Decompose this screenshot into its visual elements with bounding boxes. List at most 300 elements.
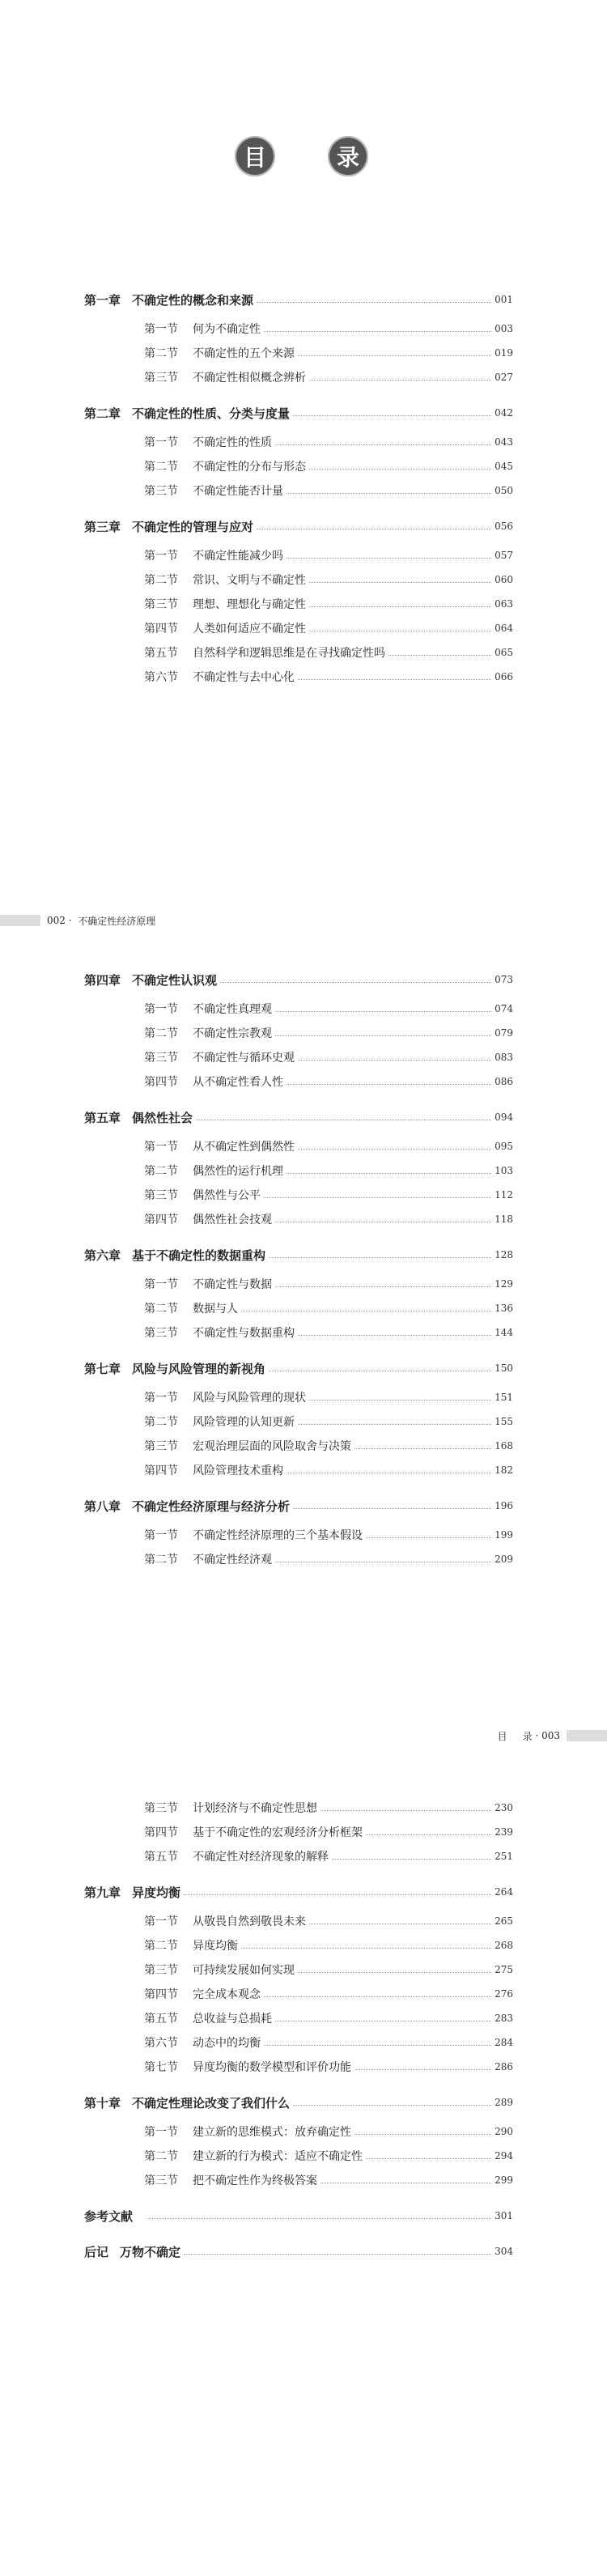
leader-dots <box>298 1149 491 1150</box>
entry-title: 建立新的思维模式：放弃确定性 <box>193 2126 351 2139</box>
entry-number: 第三节 <box>144 1052 178 1065</box>
toc-chapter-entry[interactable] <box>84 1494 513 1518</box>
leader-dots <box>264 1996 491 1997</box>
toc-section-entry[interactable] <box>144 1045 513 1069</box>
entry-title: 不确定性的五个来源 <box>193 347 295 360</box>
entry-title: 不确定性对经济现象的解释 <box>193 1851 329 1864</box>
entry-label <box>144 1300 241 1316</box>
header-bar <box>567 1730 607 1741</box>
toc-page-1 <box>84 287 513 689</box>
leader-dots <box>287 1084 491 1085</box>
leader-dots <box>354 2134 491 2135</box>
toc-section-entry[interactable] <box>144 2144 513 2168</box>
entry-label <box>144 1163 287 1179</box>
toc-section-entry[interactable] <box>144 430 513 454</box>
entry-number: 第五章 <box>84 1110 121 1125</box>
entry-title: 建立新的行为模式：适应不确定性 <box>193 2150 363 2163</box>
entry-number: 第七节 <box>144 2061 178 2074</box>
entry-title: 万物不确定 <box>120 2244 181 2259</box>
entry-page-number: 239 <box>491 1826 513 1838</box>
entry-page-number: 299 <box>491 2174 513 2186</box>
entry-title: 不确定性的性质 <box>193 436 272 449</box>
entry-number: 第九章 <box>84 1885 121 1900</box>
header-char-1: 目 <box>497 1730 507 1742</box>
entry-number: 第二节 <box>144 2150 178 2163</box>
entry-title: 不确定性相似概念辨析 <box>193 372 306 385</box>
entry-label <box>84 1360 269 1377</box>
entry-page-number: 063 <box>491 598 513 610</box>
entry-title: 不确定性经济原理的三个基本假设 <box>193 1529 363 1542</box>
toc-section-entry[interactable] <box>144 341 513 365</box>
toc-section-entry[interactable] <box>144 365 513 389</box>
leader-dots <box>293 415 491 416</box>
entry-page-number: 060 <box>491 574 513 585</box>
entry-label <box>144 2034 264 2051</box>
entry-number: 第三节 <box>144 1327 178 1340</box>
entry-number: 第四节 <box>144 1076 178 1089</box>
leader-dots <box>184 1894 491 1895</box>
entry-title: 从敬畏自然到敬畏未来 <box>193 1915 306 1928</box>
entry-label <box>144 1276 275 1292</box>
entry-number: 第八章 <box>84 1498 121 1514</box>
header-separator: · <box>68 915 72 926</box>
entry-label <box>144 1824 366 1840</box>
entry-page-number: 264 <box>491 1886 513 1898</box>
header-bar <box>0 915 40 926</box>
entry-number: 后记 <box>84 2244 109 2259</box>
leader-dots <box>184 2254 491 2255</box>
entry-page-number: 276 <box>491 1988 513 2000</box>
entry-label <box>144 321 264 337</box>
entry-label <box>84 291 257 308</box>
entry-title: 基于不确定性的数据重构 <box>132 1248 266 1263</box>
toc-section-entry[interactable] <box>144 317 513 341</box>
entry-number: 第三节 <box>144 2174 178 2187</box>
entry-label <box>144 458 309 474</box>
entry-page-number: 074 <box>491 1003 513 1014</box>
entry-title: 异度均衡 <box>193 1940 238 1953</box>
entry-number: 第四节 <box>144 1464 178 1477</box>
entry-page-number: 168 <box>491 1440 513 1452</box>
entry-number: 第二节 <box>144 1303 178 1316</box>
leader-dots <box>264 2045 491 2046</box>
entry-title: 动态中的均衡 <box>193 2037 261 2050</box>
entry-title: 偶然性社会技观 <box>193 1214 272 1226</box>
entry-title: 何为不确定性 <box>193 323 261 336</box>
entry-number: 第二章 <box>84 406 121 421</box>
entry-label <box>84 1498 293 1515</box>
entry-number: 第三节 <box>144 598 178 611</box>
entry-label <box>84 2094 293 2111</box>
leader-dots <box>264 1197 491 1198</box>
entry-number: 第四节 <box>144 1988 178 2001</box>
entry-number: 第四节 <box>144 1826 178 1839</box>
entry-label <box>144 2010 275 2026</box>
entry-title: 风险与风险管理的现状 <box>193 1392 306 1405</box>
entry-number: 第一节 <box>144 1003 178 1016</box>
entry-number: 第二节 <box>144 1416 178 1429</box>
entry-page-number: 118 <box>491 1214 513 1225</box>
entry-page-number: 073 <box>491 974 513 985</box>
entry-title: 不确定性真理观 <box>193 1003 272 1016</box>
entry-page-number: 056 <box>491 521 513 532</box>
entry-title: 从不确定性到偶然性 <box>193 1141 295 1154</box>
entry-label <box>144 1913 309 1929</box>
toc-section-entry[interactable] <box>144 1207 513 1231</box>
leader-dots <box>264 331 491 332</box>
header-book-title: 不确定性经济原理 <box>78 915 156 927</box>
entry-title: 不确定性能减少吗 <box>193 550 283 563</box>
toc-chapter-entry[interactable] <box>84 2204 513 2228</box>
toc-page-2 <box>84 967 513 1571</box>
entry-title: 风险管理技术重构 <box>193 1464 283 1477</box>
entry-label <box>144 1986 264 2002</box>
toc-chapter-entry[interactable] <box>84 1356 513 1380</box>
toc-chapter-entry[interactable] <box>84 967 513 992</box>
entry-title: 偶然性的运行机理 <box>193 1165 283 1178</box>
entry-label <box>144 1025 275 1041</box>
entry-page-number: 275 <box>491 1964 513 1975</box>
entry-number: 第二节 <box>144 1554 178 1566</box>
entry-label <box>144 669 298 685</box>
entry-page-number: 057 <box>491 550 513 561</box>
leader-dots <box>257 302 491 303</box>
entry-page-number: 265 <box>491 1915 513 1927</box>
entry-page-number: 043 <box>491 436 513 448</box>
toc-section-entry[interactable] <box>144 2119 513 2144</box>
entry-title: 不确定性能否计量 <box>193 485 283 498</box>
entry-label <box>144 482 287 499</box>
entry-number: 第五节 <box>144 2013 178 2026</box>
leader-dots <box>241 1948 491 1949</box>
toc-section-entry[interactable] <box>144 1909 513 1933</box>
entry-page-number: 086 <box>491 1076 513 1087</box>
entry-page-number: 290 <box>491 2126 513 2137</box>
toc-chapter-entry[interactable] <box>84 401 513 425</box>
toc-section-entry[interactable] <box>144 1982 513 2006</box>
toc-section-entry[interactable] <box>144 2030 513 2055</box>
entry-label <box>144 1848 332 1864</box>
entry-title: 人类如何适应不确定性 <box>193 623 306 635</box>
entry-number: 第四章 <box>84 972 121 988</box>
entry-page-number: 150 <box>491 1362 513 1374</box>
leader-dots <box>293 2105 491 2106</box>
toc-section-entry[interactable] <box>144 592 513 616</box>
toc-section-entry[interactable] <box>144 1458 513 1482</box>
toc-chapter-entry[interactable] <box>84 287 513 312</box>
toc-section-entry[interactable] <box>144 1434 513 1458</box>
toc-section-entry[interactable] <box>144 1820 513 1844</box>
entry-title: 异度均衡 <box>132 1885 181 1900</box>
leader-dots <box>287 558 491 559</box>
entry-title: 不确定性经济观 <box>193 1554 272 1566</box>
entry-title: 常识、文明与不确定性 <box>193 574 306 587</box>
toc-section-entry[interactable] <box>144 2168 513 2192</box>
toc-chapter-entry[interactable] <box>84 1243 513 1267</box>
toc-section-entry[interactable] <box>144 665 513 689</box>
toc-section-entry[interactable] <box>144 1069 513 1094</box>
leader-dots <box>366 1834 491 1835</box>
entry-number: 第三节 <box>144 1964 178 1977</box>
toc-section-entry[interactable] <box>144 1183 513 1207</box>
header-separator: · <box>535 1730 539 1741</box>
toc-section-entry[interactable] <box>144 567 513 592</box>
entry-title: 把不确定性作为终极答案 <box>193 2174 317 2187</box>
leader-dots <box>275 444 491 445</box>
entry-page-number: 251 <box>491 1851 513 1862</box>
entry-number: 第一节 <box>144 1278 178 1291</box>
entry-page-number: 289 <box>491 2097 513 2108</box>
entry-page-number: 001 <box>491 294 513 305</box>
entry-label <box>144 1800 320 1816</box>
toc-section-entry[interactable] <box>144 1547 513 1571</box>
entry-label <box>144 547 287 563</box>
entry-label <box>144 572 309 588</box>
header-page-number: 002 <box>47 915 66 926</box>
toc-title <box>0 136 607 185</box>
entry-label <box>84 518 257 535</box>
toc-section-entry[interactable] <box>144 1158 513 1183</box>
leader-dots <box>388 655 491 656</box>
entry-label <box>144 1001 275 1017</box>
entry-title: 偶然性社会 <box>132 1110 193 1125</box>
toc-section-entry[interactable] <box>144 1134 513 1158</box>
entry-number: 第一节 <box>144 2126 178 2139</box>
entry-page-number: 027 <box>491 372 513 383</box>
entry-page-number: 283 <box>491 2013 513 2024</box>
entry-label <box>144 1962 298 1978</box>
entry-number: 第三章 <box>84 519 121 534</box>
entry-number: 第六章 <box>84 1248 121 1263</box>
entry-label <box>144 644 388 661</box>
entry-page-number: 199 <box>491 1529 513 1541</box>
entry-number: 第二节 <box>144 461 178 474</box>
entry-title: 风险与风险管理的新视角 <box>132 1361 266 1376</box>
entry-number: 第一节 <box>144 550 178 563</box>
entry-page-number: 112 <box>491 1189 513 1201</box>
entry-title: 基于不确定性的宏观经济分析框架 <box>193 1826 363 1839</box>
entry-title: 不确定性的概念和来源 <box>132 292 254 308</box>
entry-title: 不确定性与循环史观 <box>193 1052 295 1065</box>
entry-title: 风险管理的认知更新 <box>193 1416 295 1429</box>
toc-section-entry[interactable] <box>144 1523 513 1547</box>
toc-section-entry[interactable] <box>144 454 513 478</box>
entry-title: 不确定性理论改变了我们什么 <box>132 2095 291 2111</box>
entry-label <box>84 405 293 422</box>
entry-label <box>144 1324 298 1341</box>
title-char-2: 录 <box>328 136 368 176</box>
entry-page-number: 128 <box>491 1249 513 1260</box>
entry-number: 第三节 <box>144 1440 178 1453</box>
entry-title: 不确定性经济原理与经济分析 <box>132 1498 291 1514</box>
leader-dots <box>366 1537 491 1538</box>
entry-page-number: 064 <box>491 623 513 634</box>
leader-dots <box>309 1923 491 1924</box>
toc-chapter-entry[interactable] <box>84 1105 513 1129</box>
leader-dots <box>366 2158 491 2159</box>
leader-dots <box>309 582 491 583</box>
entry-page-number: 079 <box>491 1027 513 1039</box>
toc-section-entry[interactable] <box>144 997 513 1021</box>
header-char-2: 录 <box>522 1730 533 1742</box>
entry-title: 可持续发展如何实现 <box>193 1964 295 1977</box>
entry-page-number: 294 <box>491 2150 513 2162</box>
entry-label <box>84 971 220 988</box>
entry-title: 不确定性与去中心化 <box>193 671 295 684</box>
entry-number: 第二节 <box>144 347 178 360</box>
entry-page-number: 083 <box>491 1052 513 1063</box>
toc-section-entry[interactable] <box>144 543 513 567</box>
entry-number: 第四节 <box>144 623 178 635</box>
leader-dots <box>287 1173 491 1174</box>
entry-title: 不确定性与数据重构 <box>193 1327 295 1340</box>
entry-number: 第三节 <box>144 372 178 385</box>
entry-number: 第三节 <box>144 1189 178 1202</box>
entry-number: 第一节 <box>144 323 178 336</box>
leader-dots <box>298 355 491 356</box>
leader-dots <box>287 493 491 494</box>
entry-number: 第五节 <box>144 1851 178 1864</box>
entry-page-number: 268 <box>491 1940 513 1951</box>
toc-section-entry[interactable] <box>144 1021 513 1045</box>
leader-dots <box>147 2218 491 2219</box>
entry-page-number: 065 <box>491 647 513 658</box>
leader-dots <box>320 1810 491 1811</box>
entry-number: 第一节 <box>144 1529 178 1542</box>
entry-label <box>144 1527 366 1543</box>
leader-dots <box>354 2069 491 2070</box>
entry-label <box>144 1389 309 1405</box>
entry-page-number: 066 <box>491 671 513 682</box>
entry-label <box>144 2123 354 2140</box>
running-header-left <box>0 915 219 926</box>
entry-page-number: 095 <box>491 1141 513 1152</box>
entry-label <box>144 1462 287 1478</box>
toc-chapter-entry[interactable] <box>84 1880 513 1904</box>
leader-dots <box>220 982 491 983</box>
entry-page-number: 301 <box>491 2210 513 2221</box>
entry-title: 宏观治理层面的风险取舍与决策 <box>193 1440 351 1453</box>
entry-page-number: 151 <box>491 1392 513 1403</box>
entry-label <box>144 1211 275 1227</box>
entry-page-number: 045 <box>491 461 513 472</box>
entry-label <box>144 1138 298 1154</box>
toc-section-entry[interactable] <box>144 1933 513 1958</box>
leader-dots <box>332 1859 491 1860</box>
entry-number: 第五节 <box>144 647 178 660</box>
entry-label <box>144 1413 298 1430</box>
entry-title: 不确定性的管理与应对 <box>132 519 254 534</box>
entry-label <box>144 1187 264 1203</box>
toc-section-entry[interactable] <box>144 478 513 503</box>
entry-page-number: 003 <box>491 323 513 334</box>
entry-title: 总收益与总损耗 <box>193 2013 272 2026</box>
toc-section-entry[interactable] <box>144 616 513 640</box>
entry-page-number: 050 <box>491 485 513 496</box>
entry-page-number: 129 <box>491 1278 513 1290</box>
entry-page-number: 286 <box>491 2061 513 2072</box>
entry-number: 第十章 <box>84 2095 121 2111</box>
toc-section-entry[interactable] <box>144 2055 513 2079</box>
entry-number: 第一节 <box>144 1141 178 1154</box>
toc-section-entry[interactable] <box>144 1796 513 1820</box>
entry-label <box>144 369 309 385</box>
entry-label <box>144 434 275 450</box>
entry-number: 第六节 <box>144 2037 178 2050</box>
entry-label <box>144 2172 320 2188</box>
entry-page-number: 230 <box>491 1802 513 1813</box>
entry-page-number: 304 <box>491 2246 513 2257</box>
leader-dots <box>309 1400 491 1401</box>
entry-title: 理想、理想化与确定性 <box>193 598 306 611</box>
toc-chapter-entry[interactable] <box>84 2239 513 2264</box>
entry-label <box>144 2059 354 2075</box>
entry-page-number: 144 <box>491 1327 513 1338</box>
entry-number: 第三节 <box>144 485 178 498</box>
leader-dots <box>298 679 491 680</box>
entry-page-number: 103 <box>491 1165 513 1176</box>
entry-page-number: 155 <box>491 1416 513 1427</box>
toc-section-entry[interactable] <box>144 2006 513 2030</box>
entry-label <box>144 1049 298 1065</box>
leader-dots <box>309 469 491 470</box>
toc-section-entry[interactable] <box>144 1320 513 1345</box>
toc-page-3 <box>84 1796 513 2264</box>
toc-section-entry[interactable] <box>144 640 513 665</box>
leader-dots <box>275 1035 491 1036</box>
entry-title: 完全成本观念 <box>193 1988 261 2001</box>
entry-page-number: 042 <box>491 407 513 419</box>
leader-dots <box>275 1011 491 1012</box>
toc-chapter-entry[interactable] <box>84 2090 513 2115</box>
entry-label <box>84 1884 184 1901</box>
entry-label <box>144 1551 275 1567</box>
entry-label <box>144 1937 241 1953</box>
entry-page-number: 209 <box>491 1554 513 1565</box>
leader-dots <box>275 1286 491 1287</box>
entry-number: 第六节 <box>144 671 178 684</box>
toc-section-entry[interactable] <box>144 1958 513 1982</box>
toc-section-entry[interactable] <box>144 1409 513 1434</box>
entry-number: 第一节 <box>144 1392 178 1405</box>
entry-number: 参考文献 <box>84 2208 134 2224</box>
entry-title: 数据与人 <box>193 1303 238 1316</box>
toc-section-entry[interactable] <box>144 1272 513 1296</box>
entry-number: 第三节 <box>144 1802 178 1815</box>
entry-number: 第一节 <box>144 436 178 449</box>
entry-label <box>144 596 309 612</box>
entry-page-number: 196 <box>491 1500 513 1511</box>
entry-label <box>144 1438 354 1454</box>
entry-page-number: 284 <box>491 2037 513 2048</box>
leader-dots <box>298 1335 491 1336</box>
toc-chapter-entry[interactable] <box>84 514 513 538</box>
entry-title: 计划经济与不确定性思想 <box>193 1802 317 1815</box>
entry-title: 自然科学和逻辑思维是在寻找确定性吗 <box>193 647 385 660</box>
running-header-right <box>498 1730 607 1741</box>
leader-dots <box>269 1257 491 1258</box>
toc-section-entry[interactable] <box>144 1296 513 1320</box>
entry-page-number: 019 <box>491 347 513 359</box>
entry-label <box>84 2208 147 2225</box>
toc-section-entry[interactable] <box>144 1385 513 1409</box>
entry-title: 不确定性宗教观 <box>193 1027 272 1040</box>
entry-number: 第二节 <box>144 1027 178 1040</box>
entry-page-number: 136 <box>491 1303 513 1314</box>
entry-page-number: 094 <box>491 1112 513 1123</box>
toc-section-entry[interactable] <box>144 1844 513 1868</box>
leader-dots <box>354 1448 491 1449</box>
